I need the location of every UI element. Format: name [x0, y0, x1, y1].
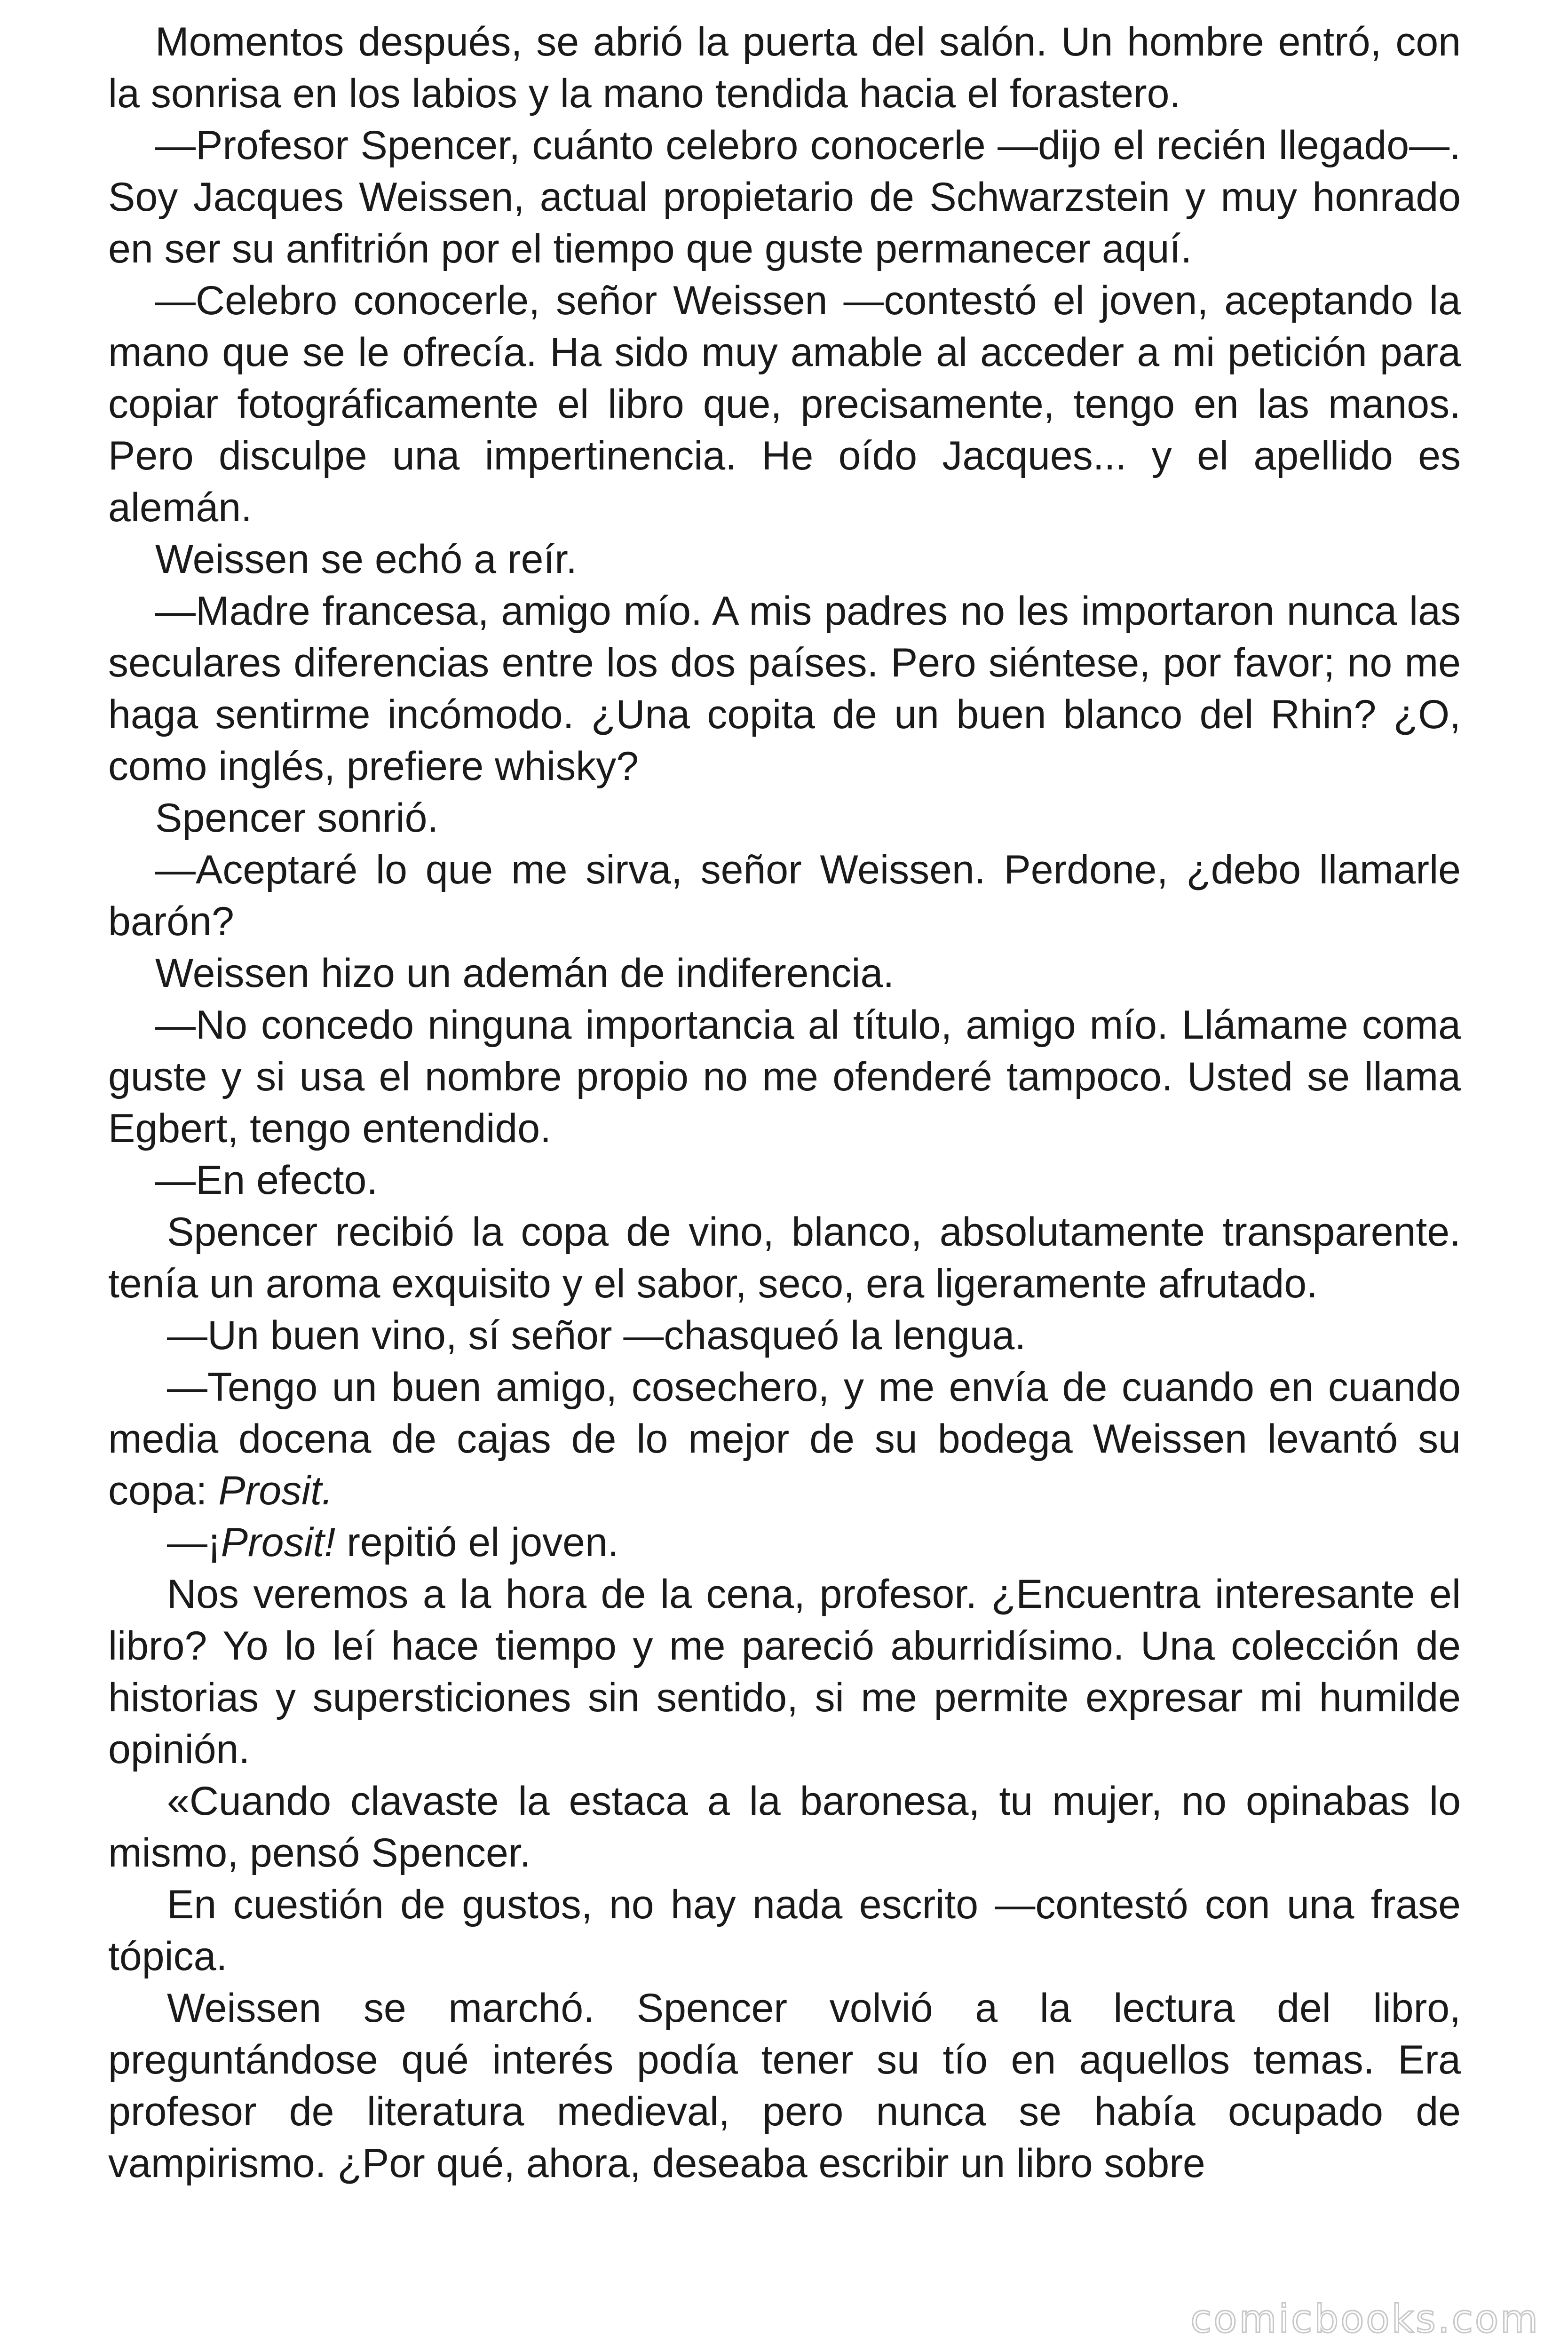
paragraph: Weissen se marchó. Spencer volvió a la lectura del libro, preguntándose qué interés podía tener su tío en aquellos temas. Era profesor de literatura medieval, pero nunca se había ocupado de vampirismo. ¿Por qué, ahora, deseaba escribir un libro sobre: [108, 1986, 1461, 2186]
watermark: comicbooks.com: [1190, 2297, 1540, 2342]
paragraph: [108, 1361, 1461, 1517]
italic-word: Prosit.: [218, 1468, 333, 1513]
paragraph: —Aceptaré lo que me sirva, señor Weissen. Perdone, ¿debo llamarle barón?: [108, 847, 1461, 944]
paragraph: Spencer sonrió.: [155, 795, 439, 841]
paragraph: Spencer recibió la copa de vino, blanco, absolutamente transparente. tenía un aroma exquisito y el sabor, seco, era ligeramente afrutado.: [108, 1209, 1461, 1306]
paragraph: En cuestión de gustos, no hay nada escrito —contestó con una frase tópica.: [108, 1882, 1461, 1979]
italic-word: Prosit!: [221, 1520, 336, 1565]
paragraph: —Profesor Spencer, cuánto celebro conocerle —dijo el recién llegado—. Soy Jacques Weissen, actual propietario de Schwarzstein y muy honrado en ser su anfitrión por el tiempo que guste permanecer aquí.: [108, 123, 1461, 271]
paragraph: Weissen se echó a reír.: [155, 537, 578, 582]
paragraph: —Un buen vino, sí señor —chasqueó la lengua.: [167, 1313, 1026, 1358]
paragraph: Momentos después, se abrió la puerta del salón. Un hombre entró, con la sonrisa en los labios y la mano tendida hacia el forastero.: [108, 19, 1461, 116]
paragraph-text: —¡: [167, 1520, 221, 1565]
paragraph-text: —Tengo un buen amigo, cosechero, y me envía de cuando en cuando media docena de cajas de lo mejor de su bodega Weissen levantó su copa:: [108, 1365, 1461, 1513]
book-page-text: [108, 16, 1461, 2189]
paragraph: —En efecto.: [155, 1158, 378, 1203]
paragraph: Nos veremos a la hora de la cena, profesor. ¿Encuentra interesante el libro? Yo lo leí hace tiempo y me pareció aburridísimo. Una colección de historias y supersticiones sin sentido, si me permite expresar mi humilde opinión.: [108, 1572, 1461, 1772]
paragraph: «Cuando clavaste la estaca a la baronesa, tu mujer, no opinabas lo mismo, pensó Spencer.: [108, 1779, 1461, 1875]
paragraph: —Madre francesa, amigo mío. A mis padres no les importaron nunca las seculares diferencias entre los dos países. Pero siéntese, por favor; no me haga sentirme incómodo. ¿Una copita de un buen blanco del Rhin? ¿O, como inglés, prefiere whisky?: [108, 588, 1461, 789]
paragraph: [108, 1517, 1461, 1568]
paragraph: —No concedo ninguna importancia al título, amigo mío. Llámame coma guste y si usa el nombre propio no me ofenderé tampoco. Usted se llama Egbert, tengo entendido.: [108, 1002, 1461, 1151]
paragraph-text: repitió el joven.: [335, 1520, 619, 1565]
paragraph: —Celebro conocerle, señor Weissen —contestó el joven, aceptando la mano que se le ofrecía. Ha sido muy amable al acceder a mi petición para copiar fotográficamente el libro que, precisamente, tengo en las manos. Pero disculpe una impertinencia. He oído Jacques... y el apellido es alemán.: [108, 278, 1461, 530]
paragraph: Weissen hizo un ademán de indiferencia.: [155, 951, 895, 996]
